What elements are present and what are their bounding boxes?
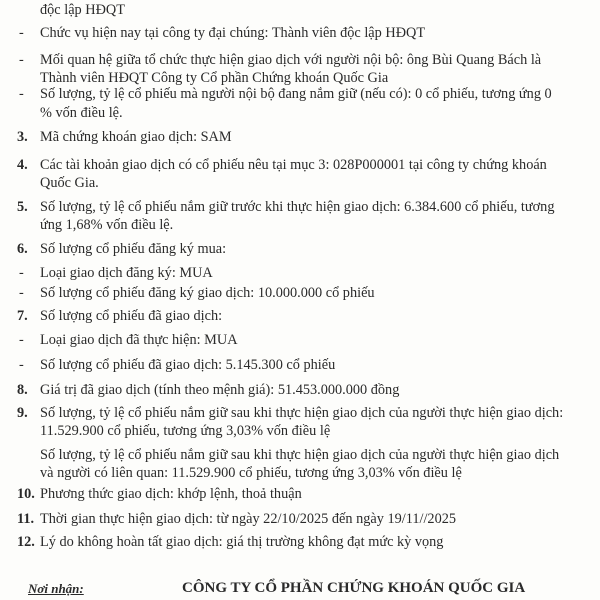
recipients-label: Nơi nhận: bbox=[28, 581, 84, 596]
item-number: 8. bbox=[17, 382, 28, 398]
text-line: Số lượng cổ phiếu đã giao dịch: 5.145.300 cổ phiếu bbox=[40, 357, 336, 373]
text-line: ứng 1,68% vốn điều lệ. bbox=[40, 217, 174, 233]
item-number: 7. bbox=[17, 308, 28, 324]
text-line: Lý do không hoàn tất giao dịch: giá thị trường không đạt mức kỳ vọng bbox=[40, 534, 444, 550]
item-number: 5. bbox=[17, 199, 28, 215]
bullet-dash: - bbox=[19, 52, 24, 68]
bullet-dash: - bbox=[19, 285, 24, 301]
bullet-dash: - bbox=[19, 25, 24, 41]
item-number: 11. bbox=[17, 511, 35, 527]
text-line: 11.529.900 cổ phiếu, tương ứng 3,03% vốn điều lệ bbox=[40, 423, 331, 439]
item-number: 12. bbox=[17, 534, 35, 550]
item-number: 4. bbox=[17, 157, 28, 173]
bullet-dash: - bbox=[19, 265, 24, 281]
text-line: Giá trị đã giao dịch (tính theo mệnh giá): 51.453.000.000 đồng bbox=[40, 382, 400, 398]
text-line: Các tài khoản giao dịch có cổ phiếu nêu tại mục 3: 028P000001 tại công ty chứng khoán bbox=[40, 157, 547, 173]
text-line: Loại giao dịch đăng ký: MUA bbox=[40, 265, 213, 281]
bullet-dash: - bbox=[19, 86, 24, 102]
text-line: Chức vụ hiện nay tại công ty đại chúng: Thành viên độc lập HĐQT bbox=[40, 25, 426, 41]
text-line: Số lượng, tỷ lệ cổ phiếu nắm giữ sau khi thực hiện giao dịch của người thực hiện giao dịch bbox=[40, 447, 560, 463]
text-line: Quốc Gia. bbox=[40, 175, 99, 191]
item-number: 9. bbox=[17, 405, 28, 421]
text-line: Số lượng, tỷ lệ cổ phiếu mà người nội bộ đang nắm giữ (nếu có): 0 cổ phiếu, tương ứng 0 bbox=[40, 86, 552, 102]
item-number: 6. bbox=[17, 241, 28, 257]
text-line: Số lượng cổ phiếu đăng ký giao dịch: 10.000.000 cổ phiếu bbox=[40, 285, 375, 301]
text-line: Số lượng, tỷ lệ cổ phiếu nắm giữ trước khi thực hiện giao dịch: 6.384.600 cổ phiếu, tương bbox=[40, 199, 555, 215]
text-line: và người có liên quan: 11.529.900 cổ phiếu, tương ứng 3,03% vốn điều lệ bbox=[40, 465, 462, 481]
text-line: Số lượng cổ phiếu đăng ký mua: bbox=[40, 241, 227, 257]
text-line: Loại giao dịch đã thực hiện: MUA bbox=[40, 332, 238, 348]
text-line: Phương thức giao dịch: khớp lệnh, thoả thuận bbox=[40, 486, 302, 502]
company-signature-heading: CÔNG TY CỔ PHẦN CHỨNG KHOÁN QUỐC GIA bbox=[182, 580, 526, 596]
text-line: độc lập HĐQT bbox=[40, 2, 125, 18]
text-line: Mối quan hệ giữa tổ chức thực hiện giao dịch với người nội bộ: ông Bùi Quang Bách là bbox=[40, 52, 542, 68]
bullet-dash: - bbox=[19, 332, 24, 348]
text-line: % vốn điều lệ. bbox=[40, 105, 123, 121]
text-line: Số lượng, tỷ lệ cổ phiếu nắm giữ sau khi thực hiện giao dịch của người thực hiện giao dịch: bbox=[40, 405, 564, 421]
text-line: Số lượng cổ phiếu đã giao dịch: bbox=[40, 308, 223, 324]
text-line: Mã chứng khoán giao dịch: SAM bbox=[40, 129, 232, 145]
bullet-dash: - bbox=[19, 357, 24, 373]
text-line: Thành viên HĐQT Công ty Cổ phần Chứng khoán Quốc Gia bbox=[40, 70, 389, 86]
item-number: 10. bbox=[17, 486, 35, 502]
item-number: 3. bbox=[17, 129, 28, 145]
text-line: Thời gian thực hiện giao dịch: từ ngày 22/10/2025 đến ngày 19/11//2025 bbox=[40, 511, 457, 527]
